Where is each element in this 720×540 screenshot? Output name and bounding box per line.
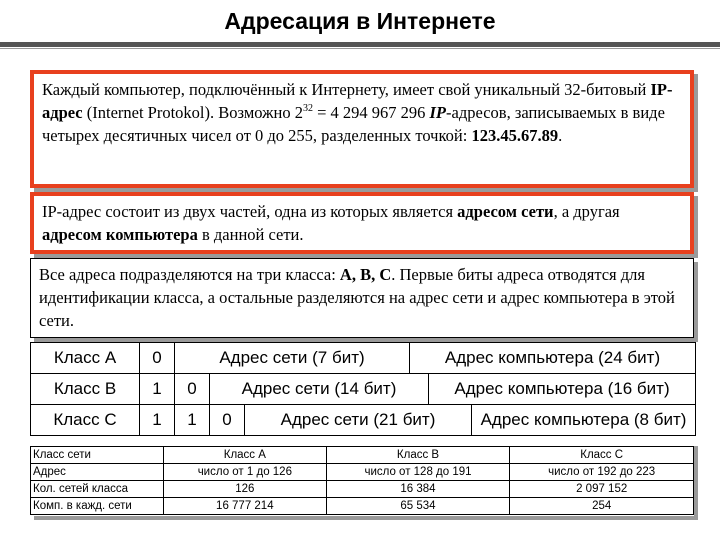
table-cell: Класс В bbox=[326, 447, 510, 464]
box3-text-b: . Первые биты адреса отводятся для идентификации класса, а остальные разделяются на адрес сети и адрес компьютера в этой сети. bbox=[39, 265, 675, 330]
ip-example: 123.45.67.89 bbox=[471, 126, 559, 145]
class-b-network-field: Адрес сети (14 бит) bbox=[209, 373, 429, 405]
table-cell: Класс С bbox=[510, 447, 694, 464]
network-address-term: адресом сети bbox=[457, 202, 554, 221]
table-cell: 65 534 bbox=[326, 498, 510, 515]
table-cell: число от 128 до 191 bbox=[326, 464, 510, 481]
table-cell: 16 384 bbox=[326, 481, 510, 498]
box1-text-f: . bbox=[558, 126, 563, 145]
table-shadow-right bbox=[694, 446, 698, 516]
box2-text-c: в данной сети. bbox=[197, 225, 304, 244]
class-b-bit-2: 0 bbox=[174, 373, 210, 405]
slide-title: Адресация в Интернете bbox=[224, 8, 496, 34]
table-row bbox=[31, 447, 694, 464]
protocol-name: Internet Protokol bbox=[92, 103, 205, 122]
box2-text-a: IP-адрес состоит из двух частей, одна из которых является bbox=[42, 202, 458, 221]
box3-text-a: Все адреса подразделяются на три класса: bbox=[39, 265, 340, 284]
class-a-bit-1: 0 bbox=[139, 342, 175, 374]
table-cell: Класс А bbox=[164, 447, 327, 464]
row-header: Адрес bbox=[31, 464, 164, 481]
class-c-host-field: Адрес компьютера (8 бит) bbox=[471, 404, 696, 436]
box2-text-b: , а другая bbox=[553, 202, 620, 221]
box1-text-a: Каждый компьютер, подключённый к Интернету, имеет свой уникальный 32-битовый bbox=[42, 80, 651, 99]
table-cell: 2 097 152 bbox=[510, 481, 694, 498]
box1-text-c: ). Возможно 2 bbox=[204, 103, 303, 122]
classes-intro-box bbox=[30, 258, 694, 338]
box1-text-d: = 4 294 967 296 bbox=[312, 103, 430, 122]
class-c-bit-3: 0 bbox=[209, 404, 245, 436]
row-header: Комп. в кажд. сети bbox=[31, 498, 164, 515]
class-c-name: Класс С bbox=[30, 404, 140, 436]
ip-term-2: IP bbox=[429, 103, 447, 122]
class-c-network-field: Адрес сети (21 бит) bbox=[244, 404, 472, 436]
class-b-host-field: Адрес компьютера (16 бит) bbox=[428, 373, 696, 405]
table-shadow-bottom bbox=[34, 516, 698, 520]
class-b-name: Класс В bbox=[30, 373, 140, 405]
ip-address-term: IP-адрес bbox=[42, 80, 673, 122]
host-address-term: адресом компьютера bbox=[42, 225, 198, 244]
ip-parts-box bbox=[30, 192, 694, 254]
box1-text-e: -адресов, записываемых в виде четырех десятичных чисел от 0 до 255, разделенных точкой: bbox=[42, 103, 665, 145]
title-divider-thin bbox=[0, 48, 720, 49]
table-row bbox=[31, 481, 694, 498]
table-row bbox=[31, 498, 694, 515]
class-a-name: Класс А bbox=[30, 342, 140, 374]
class-a-host-field: Адрес компьютера (24 бит) bbox=[409, 342, 696, 374]
class-summary-table bbox=[30, 446, 694, 515]
row-header: Класс сети bbox=[31, 447, 164, 464]
table-cell: 126 bbox=[164, 481, 327, 498]
table-cell: 16 777 214 bbox=[164, 498, 327, 515]
table-row bbox=[31, 464, 694, 481]
title-divider bbox=[0, 42, 720, 47]
ip-intro-box bbox=[30, 70, 694, 188]
table-cell: 254 bbox=[510, 498, 694, 515]
class-b-bit-1: 1 bbox=[139, 373, 175, 405]
box1-text-b: ( bbox=[82, 103, 93, 122]
table-cell: число от 1 до 126 bbox=[164, 464, 327, 481]
exponent: 32 bbox=[302, 103, 313, 114]
class-c-bit-2: 1 bbox=[174, 404, 210, 436]
class-letters: A, B, C bbox=[339, 265, 392, 284]
class-c-bit-1: 1 bbox=[139, 404, 175, 436]
table-cell: число от 192 до 223 bbox=[510, 464, 694, 481]
row-header: Кол. сетей класса bbox=[31, 481, 164, 498]
class-a-network-field: Адрес сети (7 бит) bbox=[174, 342, 410, 374]
